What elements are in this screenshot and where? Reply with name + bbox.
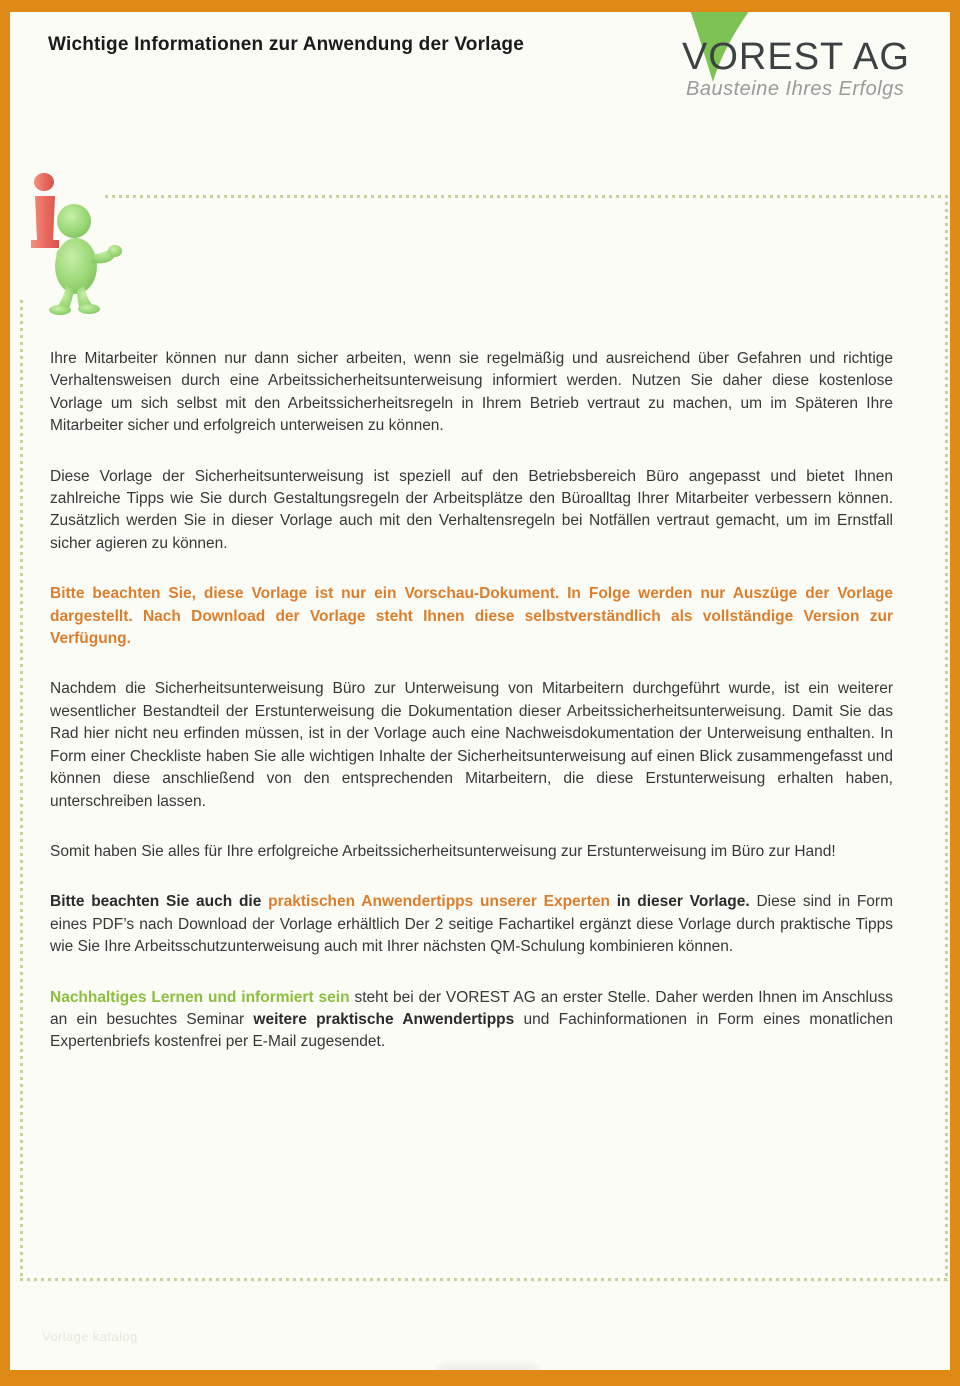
info-man-icon <box>14 158 124 318</box>
logo-tagline: Bausteine Ihres Erfolgs <box>686 78 905 100</box>
paragraph-text: Diese sind in Form eines PDF’s nach Download der Vorlage erhältlich Der 2 seitige Fachartikel ergänzt diese Vorlage durch praktische Tipps wie Sie Ihre Arbeitsschutzunterweisung auch mit Ihrer nächsten QM-Schulung kombinieren können. <box>50 893 894 956</box>
dotted-line-bottom <box>20 1278 948 1281</box>
page-title: Wichtige Informationen zur Anwendung der Vorlage <box>48 34 524 55</box>
paragraph-preview-notice <box>50 583 893 650</box>
vorest-logo <box>670 12 940 112</box>
paragraph-template-info <box>50 466 893 556</box>
paragraph-text: und Fachinformationen in Form eines monatlichen Expertenbriefs kostenfrei per E-Mail zugesendet. <box>50 1010 893 1051</box>
paragraph-sustainable-learning <box>50 987 893 1054</box>
dotted-line-right <box>945 195 948 1281</box>
paragraph-text: Bitte beachten Sie, diese Vorlage ist nur ein Vorschau-Dokument. In Folge werden nur Auszüge der Vorlage dargestellt. Nach Download der Vorlage steht Ihnen diese selbstverständlich als vollständige Version zur Verfügung. <box>50 585 893 648</box>
paragraph-text: Nachdem die Sicherheitsunterweisung Büro zur Unterweisung von Mitarbeitern durchgeführt wurde, ist ein weiterer wesentlicher Bestandteil der Erstunterweisung die Dokumentation dieser Arbeitssicherheitsunterweisung. Damit Sie das Rad hier nicht neu erfinden müssen, ist in der Vorlage auch eine Nachweisdokumentation der Unterweisung enthalten. In Form einer Checkliste haben Sie alle wichtigen Inhalte der Sicherheitsunterweisung auf einen Blick zusammengefasst und können diese anschließend von den entsprechenden Mitarbeitern, die diese Erstunterweisung erhalten haben, unterschreiben lassen. <box>50 680 893 810</box>
paragraph-summary <box>50 841 893 863</box>
watermark-text: Vorlage katalog <box>42 1329 138 1344</box>
paragraph-text: steht bei der VOREST AG an erster Stelle. Daher werden Ihnen im Anschluss an ein besuchtes Seminar <box>50 988 894 1028</box>
paragraph-text: weitere praktische Anwendertipps <box>253 1010 515 1028</box>
paragraph-intro <box>50 348 893 438</box>
paragraph-user-tips <box>50 891 893 958</box>
paragraph-text-highlight: praktischen Anwendertipps unserer Experten <box>268 893 610 911</box>
paragraph-text-highlight: Nachhaltiges Lernen und informiert sein <box>50 988 350 1006</box>
paragraph-text: Bitte beachten Sie auch die <box>50 893 269 911</box>
logo-text: VOREST AG <box>682 36 910 78</box>
document-body <box>50 348 893 1082</box>
paragraph-documentation <box>50 678 893 812</box>
paragraph-text: Somit haben Sie alles für Ihre erfolgreiche Arbeitssicherheitsunterweisung zur Erstunterweisung im Büro zur Hand! <box>50 842 836 860</box>
paragraph-text: Diese Vorlage der Sicherheitsunterweisung ist speziell auf den Betriebsbereich Büro angepasst und bietet Ihnen zahlreiche Tipps wie Sie durch Gestaltungsregeln der Arbeitsplätze den Büroalltag Ihrer Mitarbeiter verbessern können. Zusätzlich werden Sie in dieser Vorlage auch mit den Verhaltensregeln bei Notfällen vertraut gemacht, um im Ernstfall sicher agieren zu können. <box>50 467 893 552</box>
dotted-line-top <box>105 195 948 198</box>
dotted-line-left <box>20 300 23 1281</box>
footer-faint-text <box>438 1364 538 1373</box>
paragraph-text: Ihre Mitarbeiter können nur dann sicher arbeiten, wenn sie regelmäßig und ausreichend über Gefahren und richtige Verhaltensweisen durch eine Arbeitssicherheitsunterweisung informiert werden. Nutzen Sie daher diese kostenlose Vorlage um sich selbst mit den Arbeitssicherheitsregeln in Ihrem Betrieb vertraut zu machen, um im Späteren Ihre Mitarbeiter sicher und erfolgreich unterweisen zu können. <box>50 350 893 435</box>
paragraph-text: in dieser Vorlage. <box>609 893 750 911</box>
